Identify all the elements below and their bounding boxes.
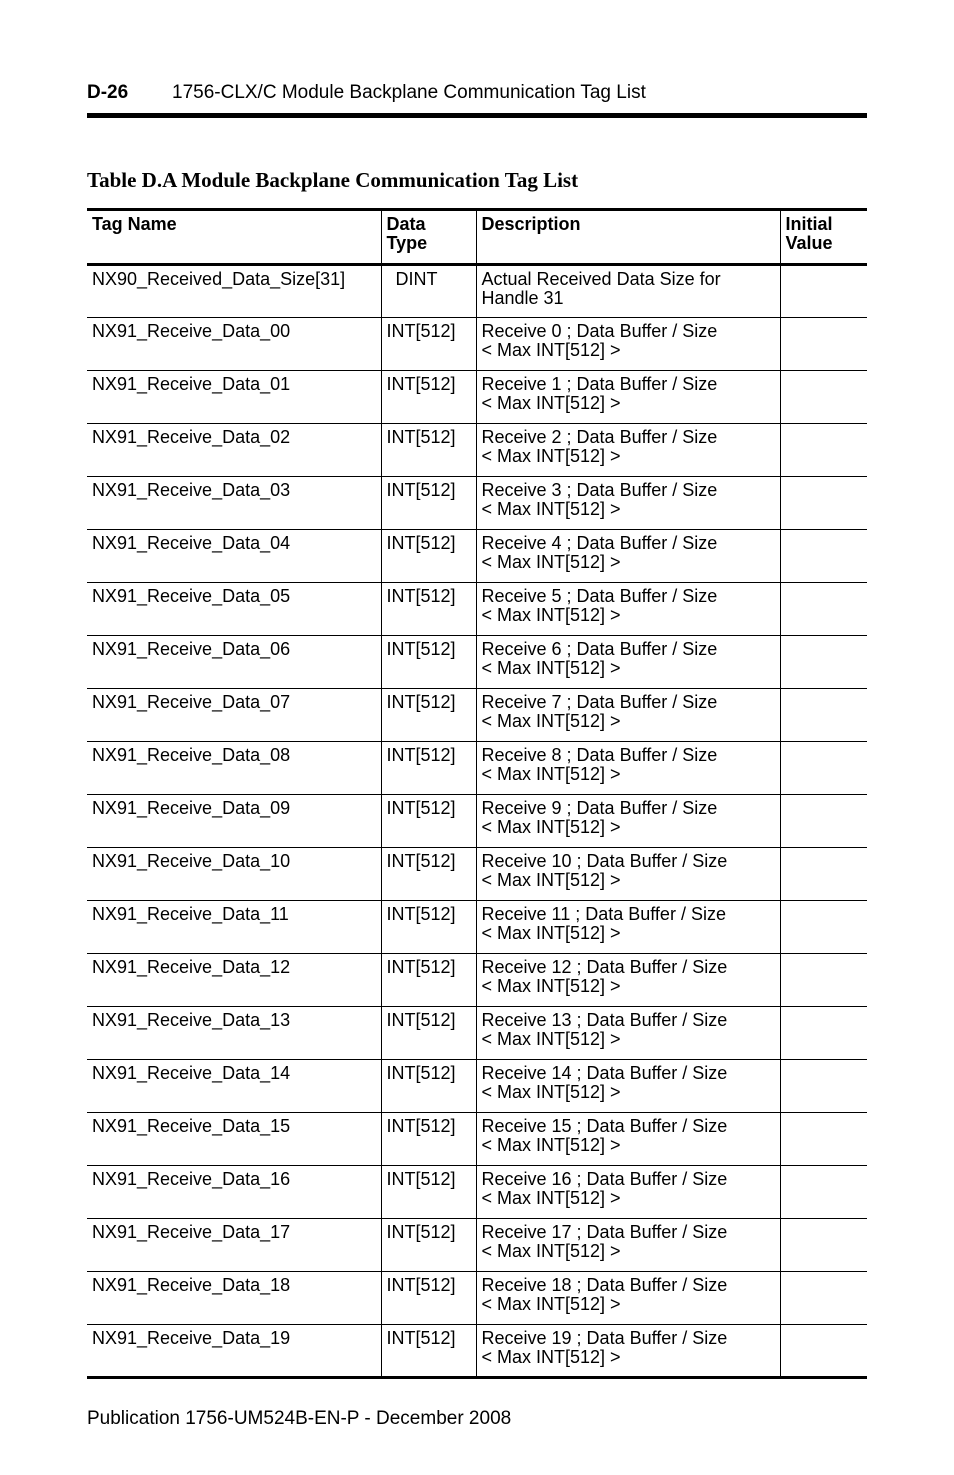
table-row bbox=[87, 530, 867, 583]
page-number: D-26 bbox=[87, 82, 129, 103]
cell-data-type: INT[512] bbox=[381, 848, 476, 901]
cell-tag-name: NX91_Receive_Data_05 bbox=[87, 583, 381, 636]
cell-data-type: INT[512] bbox=[381, 1060, 476, 1113]
table-row bbox=[87, 1007, 867, 1060]
column-header-description: Description bbox=[476, 210, 780, 265]
cell-tag-name: NX91_Receive_Data_07 bbox=[87, 689, 381, 742]
cell-data-type: INT[512] bbox=[381, 1113, 476, 1166]
cell-data-type: INT[512] bbox=[381, 1166, 476, 1219]
cell-description: Receive 18 ; Data Buffer / Size < Max INT[512] > bbox=[476, 1272, 780, 1325]
cell-description: Receive 15 ; Data Buffer / Size < Max INT[512] > bbox=[476, 1113, 780, 1166]
cell-description: Receive 19 ; Data Buffer / Size < Max INT[512] > bbox=[476, 1325, 780, 1378]
header-title: 1756-CLX/C Module Backplane Communication Tag List bbox=[172, 82, 646, 103]
cell-initial-value bbox=[780, 742, 867, 795]
header-rule bbox=[87, 113, 867, 118]
cell-description: Receive 14 ; Data Buffer / Size < Max INT[512] > bbox=[476, 1060, 780, 1113]
table-row bbox=[87, 318, 867, 371]
cell-data-type: INT[512] bbox=[381, 636, 476, 689]
page-header bbox=[87, 82, 867, 104]
cell-data-type: INT[512] bbox=[381, 901, 476, 954]
table-row bbox=[87, 1060, 867, 1113]
cell-data-type: INT[512] bbox=[381, 742, 476, 795]
cell-tag-name: NX91_Receive_Data_04 bbox=[87, 530, 381, 583]
cell-data-type: DINT bbox=[381, 265, 476, 318]
table-row bbox=[87, 742, 867, 795]
table-row bbox=[87, 689, 867, 742]
cell-tag-name: NX91_Receive_Data_15 bbox=[87, 1113, 381, 1166]
cell-tag-name: NX91_Receive_Data_18 bbox=[87, 1272, 381, 1325]
cell-tag-name: NX91_Receive_Data_02 bbox=[87, 424, 381, 477]
cell-description: Receive 17 ; Data Buffer / Size < Max INT[512] > bbox=[476, 1219, 780, 1272]
cell-description: Actual Received Data Size for Handle 31 bbox=[476, 265, 780, 318]
cell-tag-name: NX91_Receive_Data_09 bbox=[87, 795, 381, 848]
column-header-tag-name: Tag Name bbox=[87, 210, 381, 265]
table-row bbox=[87, 371, 867, 424]
table-row bbox=[87, 265, 867, 318]
cell-description: Receive 13 ; Data Buffer / Size < Max INT[512] > bbox=[476, 1007, 780, 1060]
table-row bbox=[87, 1219, 867, 1272]
cell-data-type: INT[512] bbox=[381, 318, 476, 371]
table-row bbox=[87, 901, 867, 954]
cell-initial-value bbox=[780, 689, 867, 742]
cell-description: Receive 5 ; Data Buffer / Size < Max INT[512] > bbox=[476, 583, 780, 636]
cell-initial-value bbox=[780, 795, 867, 848]
column-header-initial-value: Initial Value bbox=[780, 210, 867, 265]
cell-initial-value bbox=[780, 636, 867, 689]
cell-initial-value bbox=[780, 583, 867, 636]
cell-initial-value bbox=[780, 954, 867, 1007]
table-header-row bbox=[87, 210, 867, 265]
cell-data-type: INT[512] bbox=[381, 371, 476, 424]
cell-tag-name: NX91_Receive_Data_17 bbox=[87, 1219, 381, 1272]
cell-description: Receive 9 ; Data Buffer / Size < Max INT[512] > bbox=[476, 795, 780, 848]
table-row bbox=[87, 1325, 867, 1378]
page-footer: Publication 1756-UM524B-EN-P - December 2008 bbox=[87, 1408, 512, 1429]
column-header-data-type: Data Type bbox=[381, 210, 476, 265]
cell-initial-value bbox=[780, 265, 867, 318]
cell-data-type: INT[512] bbox=[381, 530, 476, 583]
cell-tag-name: NX91_Receive_Data_01 bbox=[87, 371, 381, 424]
cell-description: Receive 6 ; Data Buffer / Size < Max INT[512] > bbox=[476, 636, 780, 689]
cell-data-type: INT[512] bbox=[381, 954, 476, 1007]
cell-description: Receive 3 ; Data Buffer / Size < Max INT[512] > bbox=[476, 477, 780, 530]
cell-description: Receive 8 ; Data Buffer / Size < Max INT[512] > bbox=[476, 742, 780, 795]
cell-initial-value bbox=[780, 901, 867, 954]
table-row bbox=[87, 424, 867, 477]
cell-initial-value bbox=[780, 1219, 867, 1272]
cell-description: Receive 10 ; Data Buffer / Size < Max INT[512] > bbox=[476, 848, 780, 901]
cell-initial-value bbox=[780, 371, 867, 424]
cell-tag-name: NX91_Receive_Data_06 bbox=[87, 636, 381, 689]
cell-data-type: INT[512] bbox=[381, 1219, 476, 1272]
cell-tag-name: NX91_Receive_Data_13 bbox=[87, 1007, 381, 1060]
cell-tag-name: NX91_Receive_Data_14 bbox=[87, 1060, 381, 1113]
cell-initial-value bbox=[780, 318, 867, 371]
table-row bbox=[87, 954, 867, 1007]
tag-list-table bbox=[87, 208, 867, 1379]
cell-initial-value bbox=[780, 424, 867, 477]
cell-initial-value bbox=[780, 1166, 867, 1219]
cell-description: Receive 0 ; Data Buffer / Size < Max INT[512] > bbox=[476, 318, 780, 371]
table-row bbox=[87, 583, 867, 636]
table-row bbox=[87, 477, 867, 530]
table-row bbox=[87, 848, 867, 901]
cell-initial-value bbox=[780, 1272, 867, 1325]
cell-description: Receive 2 ; Data Buffer / Size < Max INT[512] > bbox=[476, 424, 780, 477]
cell-data-type: INT[512] bbox=[381, 477, 476, 530]
cell-data-type: INT[512] bbox=[381, 689, 476, 742]
table-row bbox=[87, 1166, 867, 1219]
cell-tag-name: NX91_Receive_Data_16 bbox=[87, 1166, 381, 1219]
cell-description: Receive 12 ; Data Buffer / Size < Max INT[512] > bbox=[476, 954, 780, 1007]
table-body bbox=[87, 265, 867, 1378]
table-caption: Table D.A Module Backplane Communication Tag List bbox=[87, 168, 579, 192]
cell-description: Receive 4 ; Data Buffer / Size < Max INT[512] > bbox=[476, 530, 780, 583]
cell-initial-value bbox=[780, 1007, 867, 1060]
table-row bbox=[87, 1272, 867, 1325]
table-row bbox=[87, 1113, 867, 1166]
cell-data-type: INT[512] bbox=[381, 795, 476, 848]
cell-tag-name: NX91_Receive_Data_00 bbox=[87, 318, 381, 371]
cell-description: Receive 1 ; Data Buffer / Size < Max INT[512] > bbox=[476, 371, 780, 424]
cell-data-type: INT[512] bbox=[381, 583, 476, 636]
cell-data-type: INT[512] bbox=[381, 1325, 476, 1378]
cell-initial-value bbox=[780, 477, 867, 530]
cell-data-type: INT[512] bbox=[381, 1272, 476, 1325]
cell-data-type: INT[512] bbox=[381, 424, 476, 477]
cell-tag-name: NX91_Receive_Data_03 bbox=[87, 477, 381, 530]
cell-description: Receive 11 ; Data Buffer / Size < Max INT[512] > bbox=[476, 901, 780, 954]
table-row bbox=[87, 795, 867, 848]
cell-initial-value bbox=[780, 1060, 867, 1113]
cell-initial-value bbox=[780, 1325, 867, 1378]
cell-description: Receive 16 ; Data Buffer / Size < Max INT[512] > bbox=[476, 1166, 780, 1219]
cell-tag-name: NX91_Receive_Data_11 bbox=[87, 901, 381, 954]
cell-data-type: INT[512] bbox=[381, 1007, 476, 1060]
cell-tag-name: NX90_Received_Data_Size[31] bbox=[87, 265, 381, 318]
cell-tag-name: NX91_Receive_Data_19 bbox=[87, 1325, 381, 1378]
table-row bbox=[87, 636, 867, 689]
cell-initial-value bbox=[780, 848, 867, 901]
cell-tag-name: NX91_Receive_Data_12 bbox=[87, 954, 381, 1007]
cell-tag-name: NX91_Receive_Data_08 bbox=[87, 742, 381, 795]
cell-initial-value bbox=[780, 1113, 867, 1166]
cell-initial-value bbox=[780, 530, 867, 583]
cell-description: Receive 7 ; Data Buffer / Size < Max INT[512] > bbox=[476, 689, 780, 742]
cell-tag-name: NX91_Receive_Data_10 bbox=[87, 848, 381, 901]
